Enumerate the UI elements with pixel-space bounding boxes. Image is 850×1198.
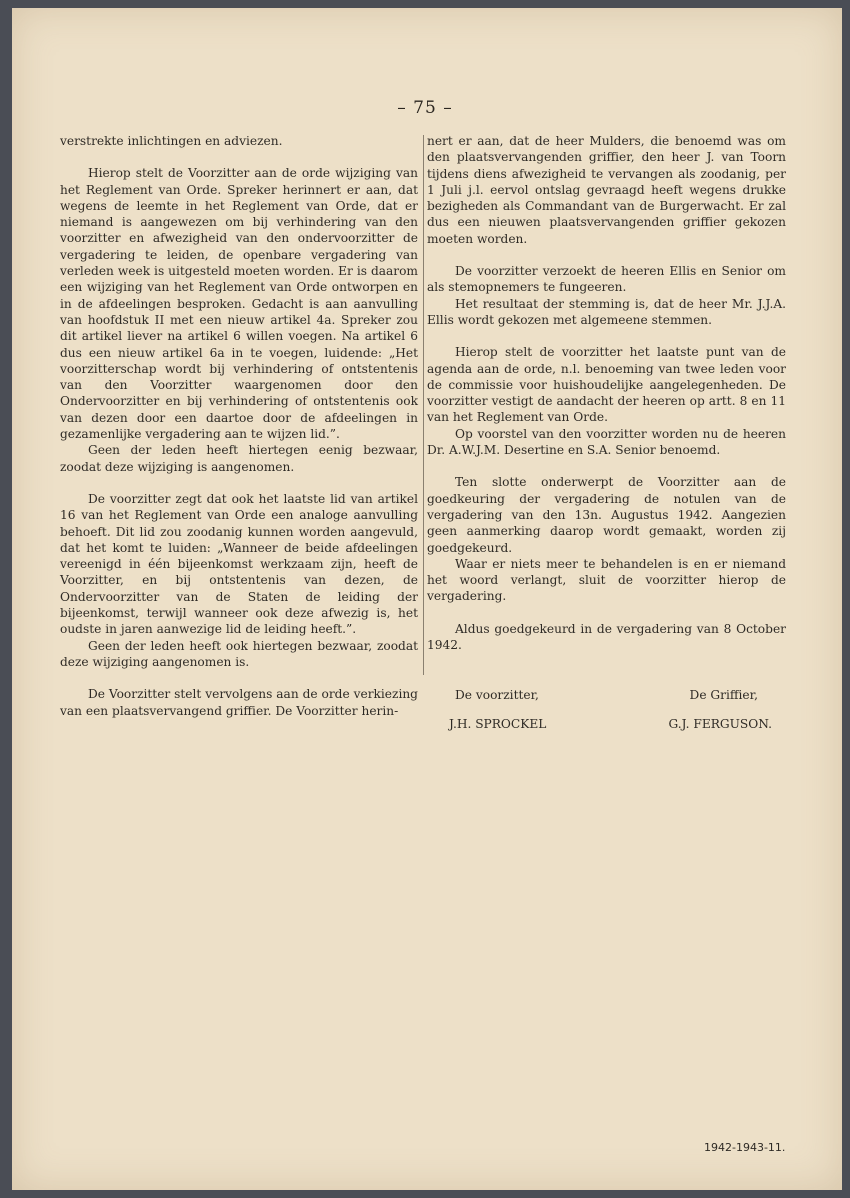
right-column xyxy=(427,133,786,732)
chair-title: De voorzitter, xyxy=(455,688,539,703)
clerk-title: De Griffier, xyxy=(689,688,758,703)
paragraph: Hierop stelt de Voorzitter aan de orde wijziging van het Reglement van Orde. Spreker herinnert er aan, dat wegens de leemte in het Reglement van Orde, dat er niemand is aangewezen om bij verhindering van den voorzitter en afwezigheid van den ondervoorzitter de vergadering te leiden, de openbare vergadering van verleden week is uitgesteld moeten worden. Er is daarom een wijziging van het Reglement van Orde ontworpen en in de afdeelingen besproken. Gedacht is aan aanvulling van hoofdstuk II met een nieuw artikel 4a. Spreker zou dit artikel liever na artikel 6 willen voegen. Na artikel 6 dus een nieuw artikel 6a in te voegen, luidende: „Het voorzitterschap wordt bij verhindering of ontstentenis van den Voorzitter waargenomen door den Ondervoorzitter en bij verhindering of ontstentenis ook van dezen door een daartoe door de afdeelingen in gezamenlijke vergadering aan te wijzen lid.”. xyxy=(60,166,418,442)
paragraph: nert er aan, dat de heer Mulders, die benoemd was om den plaatsvervangenden griffier, den heer J. van Toorn tijdens diens afwezigheid te vervangen als zoodanig, per 1 Juli j.l. eervol ontslag gevraagd heeft wegens drukke bezigheden als Commandant van de Burgerwacht. Er zal dus een nieuwen plaatsvervangenden griffier gekozen moeten worden. xyxy=(427,134,786,246)
footer-code: 1942-1943-11. xyxy=(704,1141,786,1154)
paragraph: Het resultaat der stemming is, dat de heer Mr. J.J.A. Ellis wordt gekozen met algemeene stemmen. xyxy=(427,296,786,327)
paragraph: verstrekte inlichtingen en adviezen. xyxy=(60,134,283,148)
signature-titles xyxy=(427,687,786,703)
chair-name: J.H. SPROCKEL xyxy=(449,716,547,731)
paragraph: De voorzitter verzoekt de heeren Ellis en Senior om als stemopnemers te fungeeren. xyxy=(427,264,786,295)
paragraph: Hierop stelt de voorzitter het laatste punt van de agenda aan de orde, n.l. benoeming van twee leden voor de commissie voor huishoudelijke aangelegenheden. De voorzitter vestigt de aandacht der heeren op artt. 8 en 11 van het Reglement van Orde. xyxy=(427,345,786,425)
page-number: – 75 – xyxy=(397,98,453,118)
signature-names xyxy=(427,716,786,732)
paragraph: Ten slotte onderwerpt de Voorzitter aan de goedkeuring der vergadering de notulen van de vergadering van den 13n. Augustus 1942. Aangezien geen aanmerking daarop wordt gemaakt, worden zij goedgekeurd. xyxy=(427,475,786,555)
paragraph: Waar er niets meer te behandelen is en er niemand het woord verlangt, sluit de voorzitter hierop de vergadering. xyxy=(427,556,786,604)
clerk-name: G.J. FERGUSON. xyxy=(668,716,772,731)
column-divider xyxy=(423,135,424,675)
paragraph: De Voorzitter stelt vervolgens aan de orde verkiezing van een plaatsvervangend griffier. De Voorzitter herin- xyxy=(60,687,418,718)
paragraph: Aldus goedgekeurd in de vergadering van 8 October 1942. xyxy=(427,621,786,653)
paragraph: Geen der leden heeft hiertegen eenig bezwaar, zoodat deze wijziging is aangenomen. xyxy=(60,443,418,474)
left-column xyxy=(60,133,418,719)
paragraph: Op voorstel van den voorzitter worden nu de heeren Dr. A.W.J.M. Desertine en S.A. Senior benoemd. xyxy=(427,426,786,458)
paragraph: De voorzitter zegt dat ook het laatste lid van artikel 16 van het Reglement van Orde een analoge aanvulling behoeft. Dit lid zou zoodanig kunnen worden aangevuld, dat het komt te luiden: „Wanneer de beide afdeelingen vereenigd in één bijeenkomst werkzaam zijn, heeft de Voorzitter, en bij ontstentenis van dezen, de Ondervoorzitter van de Staten de leiding der bijeenkomst, terwijl wanneer ook deze afwezig is, het oudste in jaren aanwezige lid de leiding heeft.”. xyxy=(60,491,418,637)
paragraph: Geen der leden heeft ook hiertegen bezwaar, zoodat deze wijziging aangenomen is. xyxy=(60,638,418,669)
